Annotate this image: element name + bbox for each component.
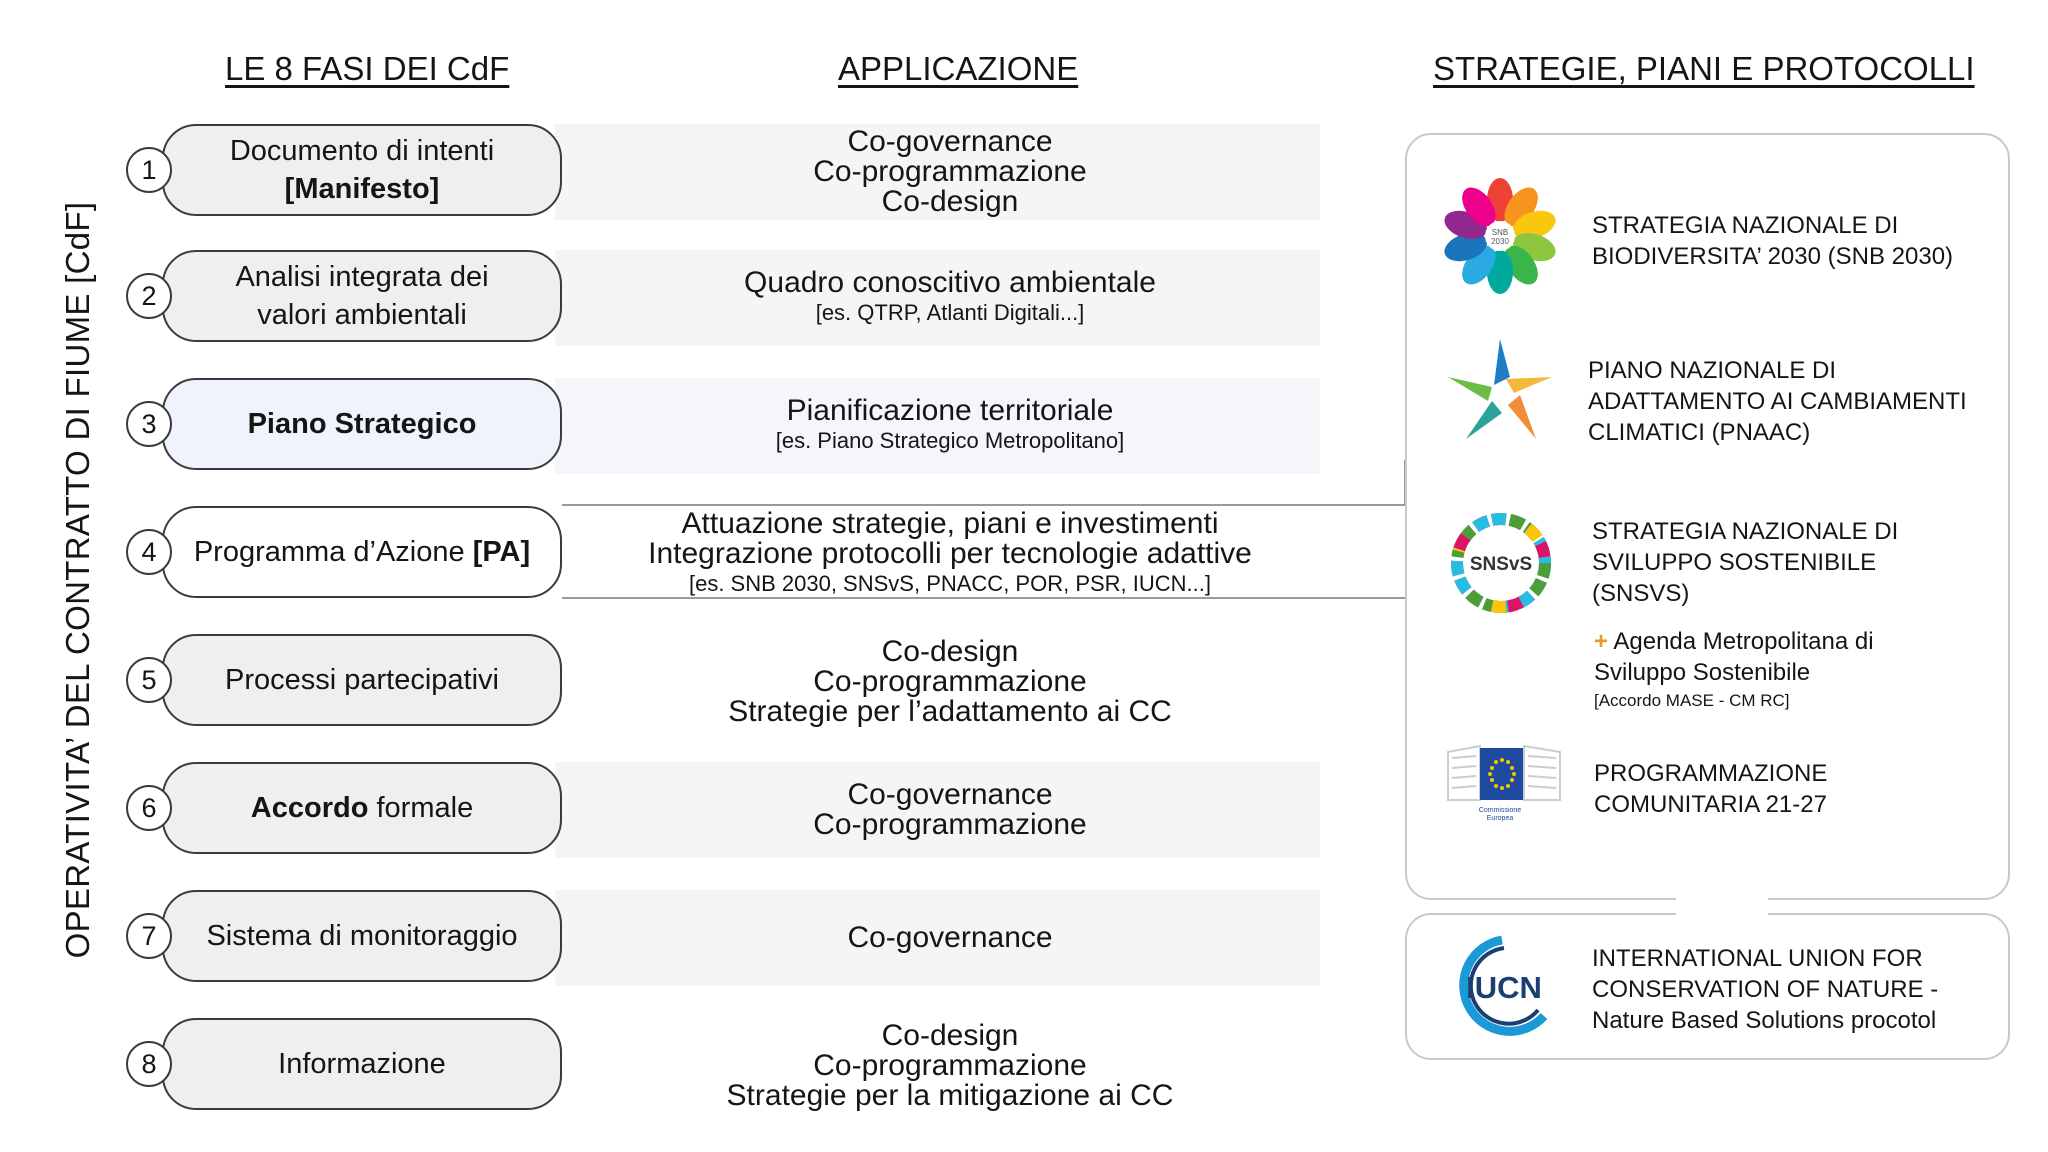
snb-logo-text: SNB: [1491, 228, 1509, 237]
application-1: [575, 124, 1325, 220]
iucn-line3: Nature Based Solutions procotol: [1592, 1007, 1937, 1034]
phase-pill-6: [162, 762, 562, 854]
iucn-logo-icon: [1444, 930, 1564, 1040]
phase-5-line1: Processi partecipativi: [225, 664, 499, 696]
phase-pill-3: [162, 378, 562, 470]
phase-number-8: 8: [126, 1041, 172, 1087]
header-application: APPLICAZIONE: [838, 50, 1079, 87]
application-line: Co-design: [881, 635, 1019, 668]
phase-8-line1: Informazione: [278, 1048, 446, 1080]
phase-1-line1: Documento di intenti: [229, 135, 495, 167]
phase-row-1: [0, 124, 1330, 220]
phase-row-7: [0, 890, 1330, 986]
application-line: Co-governance: [847, 921, 1053, 954]
application-line: Co-governance: [847, 125, 1053, 158]
agenda-text: [1594, 626, 1874, 688]
phase-number-1: 1: [126, 147, 172, 193]
vertical-label: OPERATIVITA’ DEL CONTRATTO DI FIUME [CdF]: [59, 201, 96, 959]
phase-number-3: 3: [126, 401, 172, 447]
pnaac-line1: PIANO NAZIONALE DI: [1588, 357, 1837, 384]
snb-text: [1592, 210, 1953, 272]
application-line: Integrazione protocolli per tecnologie adattive: [648, 537, 1252, 570]
plus-icon: +: [1594, 628, 1609, 655]
eu-line1: PROGRAMMAZIONE: [1594, 760, 1828, 787]
application-line: Attuazione strategie, piani e investimenti: [681, 507, 1219, 540]
phase-row-5: [0, 634, 1330, 730]
eu-caption-line2: Europea: [1486, 815, 1514, 822]
agenda-agreement: [Accordo MASE - CM RC]: [1594, 691, 1790, 710]
application-6: [575, 762, 1325, 858]
snb-logo-year: 2030: [1491, 237, 1509, 246]
phase-row-4: [0, 506, 1330, 602]
application-line: Co-governance: [847, 778, 1053, 811]
application-note: [es. SNB 2030, SNSvS, PNACC, POR, PSR, IUCN...]: [688, 571, 1212, 596]
phase-1-line2: [Manifesto]: [284, 173, 440, 205]
phase-2-line1: Analisi integrata dei: [235, 261, 489, 293]
application-line: Strategie per l’adattamento ai CC: [728, 695, 1172, 728]
header-phases: LE 8 FASI DEI CdF: [225, 50, 510, 87]
phase-2-line2: valori ambientali: [257, 299, 467, 331]
application-2: [575, 250, 1325, 346]
agenda-line2: Sviluppo Sostenibile: [1594, 659, 1811, 686]
phase-pill-8: [162, 1018, 562, 1110]
snb-line2: BIODIVERSITA’ 2030 (SNB 2030): [1592, 243, 1954, 270]
eu-text: [1594, 758, 1827, 820]
application-line: Co-programmazione: [813, 1049, 1087, 1082]
agenda-line1: Agenda Metropolitana di: [1613, 628, 1874, 655]
eu-commission-icon: [1444, 738, 1564, 830]
application-line: Pianificazione territoriale: [786, 394, 1114, 427]
phase-7-line1: Sistema di monitoraggio: [206, 920, 518, 952]
phase-3-line1: Piano Strategico: [247, 408, 477, 440]
phase-number-5: 5: [126, 657, 172, 703]
phase-pill-5: [162, 634, 562, 726]
header-strategies: STRATEGIE, PIANI E PROTOCOLLI: [1433, 50, 1975, 87]
phase-pill-2: [162, 250, 562, 342]
snsvs-text: [1592, 516, 1898, 609]
snb-line1: STRATEGIA NAZIONALE DI: [1592, 212, 1899, 239]
phase-number-7: 7: [126, 913, 172, 959]
application-7: [575, 890, 1325, 986]
phase-4-line1: Programma d’Azione: [193, 536, 465, 568]
snsvs-line1: STRATEGIA NAZIONALE DI: [1592, 518, 1899, 545]
application-line: Quadro conoscitivo ambientale: [744, 266, 1156, 299]
pnaac-line2: ADATTAMENTO AI CAMBIAMENTI: [1588, 388, 1967, 415]
snsvs-ring-icon: [1446, 508, 1556, 618]
application-note: [es. Piano Strategico Metropolitano]: [775, 428, 1125, 453]
application-line: Strategie per la mitigazione ai CC: [726, 1079, 1174, 1112]
application-3: [575, 378, 1325, 474]
phase-6-line1: Accordo: [250, 792, 369, 824]
phase-number-4: 4: [126, 529, 172, 575]
eu-caption-line1: Commissione: [1478, 807, 1522, 814]
phase-row-8: [0, 1018, 1330, 1114]
phase-4-line2: [PA]: [472, 536, 531, 568]
application-4: [575, 506, 1325, 602]
phase-row-3: [0, 378, 1330, 474]
phase-number-2: 2: [126, 273, 172, 319]
phase-pill-1: [162, 124, 562, 216]
snsvs-line2: SVILUPPO SOSTENIBILE: [1592, 549, 1877, 576]
box-gap: [1676, 894, 1768, 918]
phase-row-6: [0, 762, 1330, 858]
phase-row-2: [0, 250, 1330, 346]
pnaac-star-icon: [1442, 335, 1558, 447]
phase-6-line2: formale: [376, 792, 474, 824]
snsvs-line3: (SNSVS): [1592, 580, 1690, 607]
application-line: Co-design: [881, 1019, 1019, 1052]
pnaac-line3: CLIMATICI (PNAAC): [1588, 419, 1811, 446]
application-line: Co-programmazione: [813, 808, 1087, 841]
snb-flower-icon: [1440, 176, 1560, 296]
application-note: [es. QTRP, Atlanti Digitali...]: [815, 300, 1085, 325]
snsvs-logo-text: SNSvS: [1469, 554, 1533, 575]
application-line: Co-programmazione: [813, 155, 1087, 188]
phase-pill-4: [162, 506, 562, 598]
iucn-line2: CONSERVATION OF NATURE -: [1592, 976, 1939, 1003]
iucn-line1: INTERNATIONAL UNION FOR: [1592, 945, 1923, 972]
application-8: [575, 1018, 1325, 1114]
iucn-logo-text: IUCN: [1466, 970, 1542, 1005]
application-line: Co-programmazione: [813, 665, 1087, 698]
eu-line2: COMUNITARIA 21-27: [1594, 791, 1827, 818]
application-line: Co-design: [881, 185, 1019, 218]
pnaac-text: [1588, 355, 1967, 448]
phase-pill-7: [162, 890, 562, 982]
phase-number-6: 6: [126, 785, 172, 831]
application-5: [575, 634, 1325, 730]
iucn-text: [1592, 943, 1938, 1036]
